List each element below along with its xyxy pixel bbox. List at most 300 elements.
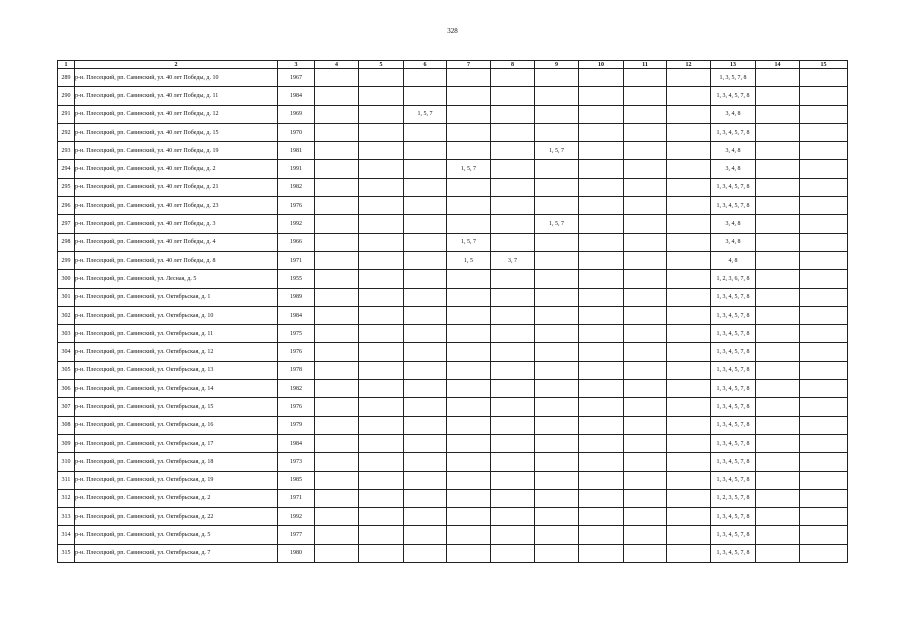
address-cell: р-н. Плесецкий, рп. Савинский, ул. Октябрьская, д. 14 — [75, 380, 278, 398]
value-cell-col-6 — [404, 178, 447, 196]
value-cell-col-7 — [447, 123, 491, 141]
value-cell-col-11 — [624, 306, 667, 324]
value-cell-col-7 — [447, 306, 491, 324]
value-cell-col-4 — [315, 453, 359, 471]
value-cell-col-10 — [579, 508, 624, 526]
value-cell-col-11 — [624, 87, 667, 105]
value-cell-col-15 — [800, 123, 848, 141]
value-cell-col-15 — [800, 306, 848, 324]
value-cell-col-7 — [447, 288, 491, 306]
table-row — [58, 87, 848, 105]
row-number: 304 — [58, 343, 75, 361]
row-number: 311 — [58, 471, 75, 489]
value-cell-col-5 — [359, 453, 404, 471]
value-cell-col-12 — [667, 380, 711, 398]
table-row — [58, 178, 848, 196]
value-cell-col-10 — [579, 398, 624, 416]
value-cell-col-15 — [800, 288, 848, 306]
value-cell-col-15 — [800, 508, 848, 526]
value-cell-col-4 — [315, 489, 359, 507]
value-cell-col-9: 1, 5, 7 — [535, 142, 579, 160]
value-cell-col-8 — [491, 288, 535, 306]
value-cell-col-4 — [315, 270, 359, 288]
value-cell-col-13: 1, 2, 3, 6, 7, 8 — [711, 270, 756, 288]
value-cell-col-6 — [404, 251, 447, 269]
value-cell-col-7 — [447, 489, 491, 507]
value-cell-col-7 — [447, 215, 491, 233]
column-header-6: 6 — [404, 61, 447, 69]
value-cell-col-14 — [756, 215, 800, 233]
column-header-8: 8 — [491, 61, 535, 69]
value-cell-col-11 — [624, 233, 667, 251]
value-cell-col-6 — [404, 416, 447, 434]
row-number: 305 — [58, 361, 75, 379]
value-cell-col-8 — [491, 105, 535, 123]
value-cell-col-9 — [535, 361, 579, 379]
value-cell-col-10 — [579, 251, 624, 269]
value-cell-col-6 — [404, 87, 447, 105]
value-cell-col-4 — [315, 380, 359, 398]
value-cell-col-13: 1, 3, 5, 7, 8 — [711, 69, 756, 87]
value-cell-col-10 — [579, 325, 624, 343]
value-cell-col-6 — [404, 489, 447, 507]
value-cell-col-14 — [756, 69, 800, 87]
table-row — [58, 105, 848, 123]
value-cell-col-15 — [800, 544, 848, 562]
value-cell-col-9 — [535, 471, 579, 489]
table-row — [58, 123, 848, 141]
value-cell-col-15 — [800, 453, 848, 471]
value-cell-col-10 — [579, 544, 624, 562]
value-cell-col-10 — [579, 453, 624, 471]
value-cell-col-5 — [359, 270, 404, 288]
column-header-10: 10 — [579, 61, 624, 69]
table-row — [58, 233, 848, 251]
value-cell-col-10 — [579, 489, 624, 507]
value-cell-col-11 — [624, 123, 667, 141]
table-row — [58, 416, 848, 434]
value-cell-col-11 — [624, 105, 667, 123]
value-cell-col-13: 3, 4, 8 — [711, 105, 756, 123]
value-cell-col-14 — [756, 453, 800, 471]
value-cell-col-15 — [800, 380, 848, 398]
value-cell-col-9 — [535, 544, 579, 562]
row-number: 293 — [58, 142, 75, 160]
table-row — [58, 343, 848, 361]
value-cell-col-5 — [359, 325, 404, 343]
year-cell: 1971 — [278, 251, 315, 269]
value-cell-col-12 — [667, 178, 711, 196]
year-cell: 1984 — [278, 87, 315, 105]
value-cell-col-15 — [800, 325, 848, 343]
value-cell-col-12 — [667, 123, 711, 141]
value-cell-col-5 — [359, 434, 404, 452]
value-cell-col-12 — [667, 87, 711, 105]
value-cell-col-7 — [447, 325, 491, 343]
value-cell-col-7: 1, 5 — [447, 251, 491, 269]
column-header-1: 1 — [58, 61, 75, 69]
table-row — [58, 69, 848, 87]
value-cell-col-8 — [491, 123, 535, 141]
year-cell: 1969 — [278, 105, 315, 123]
row-number: 307 — [58, 398, 75, 416]
value-cell-col-5 — [359, 343, 404, 361]
value-cell-col-9 — [535, 197, 579, 215]
value-cell-col-4 — [315, 142, 359, 160]
value-cell-col-8 — [491, 489, 535, 507]
value-cell-col-14 — [756, 142, 800, 160]
value-cell-col-12 — [667, 434, 711, 452]
table-row — [58, 508, 848, 526]
value-cell-col-15 — [800, 69, 848, 87]
table-row — [58, 251, 848, 269]
column-header-9: 9 — [535, 61, 579, 69]
value-cell-col-4 — [315, 416, 359, 434]
value-cell-col-15 — [800, 416, 848, 434]
value-cell-col-6 — [404, 215, 447, 233]
page-number: 328 — [447, 27, 458, 35]
value-cell-col-9 — [535, 160, 579, 178]
value-cell-col-14 — [756, 380, 800, 398]
value-cell-col-4 — [315, 123, 359, 141]
value-cell-col-14 — [756, 416, 800, 434]
value-cell-col-12 — [667, 489, 711, 507]
value-cell-col-11 — [624, 361, 667, 379]
value-cell-col-14 — [756, 270, 800, 288]
value-cell-col-9 — [535, 526, 579, 544]
value-cell-col-11 — [624, 288, 667, 306]
value-cell-col-7 — [447, 142, 491, 160]
value-cell-col-11 — [624, 434, 667, 452]
row-number: 295 — [58, 178, 75, 196]
value-cell-col-12 — [667, 105, 711, 123]
value-cell-col-9 — [535, 123, 579, 141]
table-row — [58, 215, 848, 233]
value-cell-col-11 — [624, 197, 667, 215]
value-cell-col-7 — [447, 526, 491, 544]
year-cell: 1976 — [278, 398, 315, 416]
value-cell-col-8 — [491, 434, 535, 452]
value-cell-col-12 — [667, 251, 711, 269]
value-cell-col-11 — [624, 416, 667, 434]
year-cell: 1991 — [278, 160, 315, 178]
year-cell: 1967 — [278, 69, 315, 87]
table-body — [58, 69, 848, 563]
value-cell-col-7: 1, 5, 7 — [447, 233, 491, 251]
value-cell-col-5 — [359, 142, 404, 160]
value-cell-col-5 — [359, 288, 404, 306]
value-cell-col-14 — [756, 471, 800, 489]
value-cell-col-11 — [624, 489, 667, 507]
value-cell-col-4 — [315, 215, 359, 233]
value-cell-col-8 — [491, 325, 535, 343]
year-cell: 1979 — [278, 416, 315, 434]
value-cell-col-4 — [315, 160, 359, 178]
value-cell-col-5 — [359, 306, 404, 324]
value-cell-col-5 — [359, 361, 404, 379]
value-cell-col-6 — [404, 142, 447, 160]
value-cell-col-14 — [756, 526, 800, 544]
value-cell-col-15 — [800, 270, 848, 288]
year-cell: 1973 — [278, 453, 315, 471]
value-cell-col-8 — [491, 270, 535, 288]
year-cell: 1982 — [278, 380, 315, 398]
value-cell-col-10 — [579, 380, 624, 398]
address-cell: р-н. Плесецкий, рп. Савинский, ул. 40 лет Победы, д. 23 — [75, 197, 278, 215]
value-cell-col-5 — [359, 215, 404, 233]
value-cell-col-14 — [756, 434, 800, 452]
address-cell: р-н. Плесецкий, рп. Савинский, ул. 40 лет Победы, д. 2 — [75, 160, 278, 178]
year-cell: 1976 — [278, 197, 315, 215]
address-cell: р-н. Плесецкий, рп. Савинский, ул. Октябрьская, д. 13 — [75, 361, 278, 379]
row-number: 314 — [58, 526, 75, 544]
value-cell-col-11 — [624, 380, 667, 398]
value-cell-col-8 — [491, 343, 535, 361]
value-cell-col-9 — [535, 453, 579, 471]
header-row — [58, 61, 848, 69]
value-cell-col-9 — [535, 508, 579, 526]
value-cell-col-9 — [535, 233, 579, 251]
value-cell-col-8 — [491, 178, 535, 196]
year-cell: 1984 — [278, 306, 315, 324]
year-cell: 1981 — [278, 142, 315, 160]
column-header-7: 7 — [447, 61, 491, 69]
value-cell-col-8 — [491, 526, 535, 544]
value-cell-col-10 — [579, 160, 624, 178]
value-cell-col-6 — [404, 69, 447, 87]
value-cell-col-15 — [800, 471, 848, 489]
value-cell-col-13: 1, 2, 3, 5, 7, 8 — [711, 489, 756, 507]
address-cell: р-н. Плесецкий, рп. Савинский, ул. 40 лет Победы, д. 11 — [75, 87, 278, 105]
value-cell-col-8: 3, 7 — [491, 251, 535, 269]
address-cell: р-н. Плесецкий, рп. Савинский, ул. Октябрьская, д. 1 — [75, 288, 278, 306]
value-cell-col-6 — [404, 306, 447, 324]
year-cell: 1992 — [278, 215, 315, 233]
address-cell: р-н. Плесецкий, рп. Савинский, ул. Октябрьская, д. 22 — [75, 508, 278, 526]
value-cell-col-5 — [359, 471, 404, 489]
value-cell-col-7 — [447, 69, 491, 87]
value-cell-col-8 — [491, 160, 535, 178]
row-number: 298 — [58, 233, 75, 251]
value-cell-col-7 — [447, 471, 491, 489]
value-cell-col-8 — [491, 197, 535, 215]
address-cell: р-н. Плесецкий, рп. Савинский, ул. Октябрьская, д. 17 — [75, 434, 278, 452]
value-cell-col-12 — [667, 160, 711, 178]
value-cell-col-7 — [447, 398, 491, 416]
value-cell-col-9 — [535, 325, 579, 343]
value-cell-col-15 — [800, 526, 848, 544]
value-cell-col-4 — [315, 69, 359, 87]
year-cell: 1984 — [278, 434, 315, 452]
value-cell-col-5 — [359, 233, 404, 251]
value-cell-col-12 — [667, 343, 711, 361]
value-cell-col-6 — [404, 471, 447, 489]
table-row — [58, 288, 848, 306]
row-number: 310 — [58, 453, 75, 471]
value-cell-col-8 — [491, 508, 535, 526]
value-cell-col-11 — [624, 178, 667, 196]
address-cell: р-н. Плесецкий, рп. Савинский, ул. Октябрьская, д. 19 — [75, 471, 278, 489]
address-cell: р-н. Плесецкий, рп. Савинский, ул. 40 лет Победы, д. 10 — [75, 69, 278, 87]
year-cell: 1992 — [278, 508, 315, 526]
value-cell-col-10 — [579, 178, 624, 196]
value-cell-col-7 — [447, 343, 491, 361]
value-cell-col-12 — [667, 306, 711, 324]
address-cell: р-н. Плесецкий, рп. Савинский, ул. Октябрьская, д. 5 — [75, 526, 278, 544]
table-row — [58, 197, 848, 215]
value-cell-col-7 — [447, 178, 491, 196]
value-cell-col-6 — [404, 380, 447, 398]
table-row — [58, 544, 848, 562]
row-number: 312 — [58, 489, 75, 507]
value-cell-col-8 — [491, 544, 535, 562]
row-number: 289 — [58, 69, 75, 87]
value-cell-col-4 — [315, 398, 359, 416]
value-cell-col-10 — [579, 361, 624, 379]
value-cell-col-14 — [756, 325, 800, 343]
value-cell-col-6 — [404, 270, 447, 288]
value-cell-col-7 — [447, 197, 491, 215]
value-cell-col-8 — [491, 416, 535, 434]
value-cell-col-4 — [315, 233, 359, 251]
value-cell-col-13: 1, 3, 4, 5, 7, 8 — [711, 306, 756, 324]
value-cell-col-14 — [756, 508, 800, 526]
value-cell-col-4 — [315, 434, 359, 452]
row-number: 292 — [58, 123, 75, 141]
value-cell-col-9 — [535, 87, 579, 105]
value-cell-col-12 — [667, 233, 711, 251]
value-cell-col-13: 1, 3, 4, 5, 7, 8 — [711, 453, 756, 471]
value-cell-col-9 — [535, 270, 579, 288]
year-cell: 1975 — [278, 325, 315, 343]
address-cell: р-н. Плесецкий, рп. Савинский, ул. Октябрьская, д. 11 — [75, 325, 278, 343]
value-cell-col-12 — [667, 526, 711, 544]
value-cell-col-15 — [800, 361, 848, 379]
value-cell-col-13: 1, 3, 4, 5, 7, 8 — [711, 343, 756, 361]
value-cell-col-10 — [579, 343, 624, 361]
value-cell-col-12 — [667, 142, 711, 160]
value-cell-col-10 — [579, 416, 624, 434]
table-row — [58, 453, 848, 471]
value-cell-col-6 — [404, 453, 447, 471]
value-cell-col-12 — [667, 270, 711, 288]
value-cell-col-11 — [624, 471, 667, 489]
value-cell-col-5 — [359, 489, 404, 507]
value-cell-col-9 — [535, 69, 579, 87]
row-number: 309 — [58, 434, 75, 452]
value-cell-col-6 — [404, 398, 447, 416]
address-cell: р-н. Плесецкий, рп. Савинский, ул. 40 лет Победы, д. 3 — [75, 215, 278, 233]
value-cell-col-4 — [315, 197, 359, 215]
value-cell-col-9 — [535, 380, 579, 398]
value-cell-col-13: 3, 4, 8 — [711, 160, 756, 178]
value-cell-col-9 — [535, 489, 579, 507]
year-cell: 1955 — [278, 270, 315, 288]
row-number: 297 — [58, 215, 75, 233]
value-cell-col-7 — [447, 508, 491, 526]
value-cell-col-11 — [624, 526, 667, 544]
value-cell-col-13: 3, 4, 8 — [711, 142, 756, 160]
value-cell-col-4 — [315, 544, 359, 562]
value-cell-col-15 — [800, 489, 848, 507]
value-cell-col-14 — [756, 544, 800, 562]
year-cell: 1978 — [278, 361, 315, 379]
value-cell-col-10 — [579, 215, 624, 233]
address-cell: р-н. Плесецкий, рп. Савинский, ул. 40 лет Победы, д. 8 — [75, 251, 278, 269]
table-row — [58, 380, 848, 398]
address-cell: р-н. Плесецкий, рп. Савинский, ул. Октябрьская, д. 10 — [75, 306, 278, 324]
value-cell-col-14 — [756, 306, 800, 324]
value-cell-col-11 — [624, 69, 667, 87]
value-cell-col-11 — [624, 160, 667, 178]
year-cell: 1980 — [278, 544, 315, 562]
value-cell-col-6 — [404, 508, 447, 526]
value-cell-col-7 — [447, 361, 491, 379]
value-cell-col-11 — [624, 325, 667, 343]
value-cell-col-4 — [315, 343, 359, 361]
row-number: 290 — [58, 87, 75, 105]
value-cell-col-13: 1, 3, 4, 5, 7, 8 — [711, 178, 756, 196]
value-cell-col-14 — [756, 361, 800, 379]
column-header-12: 12 — [667, 61, 711, 69]
value-cell-col-13: 1, 3, 4, 5, 7, 8 — [711, 288, 756, 306]
value-cell-col-5 — [359, 160, 404, 178]
value-cell-col-14 — [756, 288, 800, 306]
year-cell: 1977 — [278, 526, 315, 544]
address-cell: р-н. Плесецкий, рп. Савинский, ул. Октябрьская, д. 15 — [75, 398, 278, 416]
value-cell-col-12 — [667, 471, 711, 489]
value-cell-col-8 — [491, 471, 535, 489]
table-row — [58, 434, 848, 452]
value-cell-col-8 — [491, 233, 535, 251]
address-cell: р-н. Плесецкий, рп. Савинский, ул. Октябрьская, д. 12 — [75, 343, 278, 361]
value-cell-col-8 — [491, 306, 535, 324]
row-number: 308 — [58, 416, 75, 434]
value-cell-col-10 — [579, 434, 624, 452]
value-cell-col-6 — [404, 233, 447, 251]
address-cell: р-н. Плесецкий, рп. Савинский, ул. Октябрьская, д. 7 — [75, 544, 278, 562]
value-cell-col-15 — [800, 87, 848, 105]
value-cell-col-10 — [579, 87, 624, 105]
value-cell-col-7 — [447, 105, 491, 123]
row-number: 302 — [58, 306, 75, 324]
value-cell-col-11 — [624, 453, 667, 471]
value-cell-col-13: 1, 3, 4, 5, 7, 8 — [711, 197, 756, 215]
value-cell-col-5 — [359, 508, 404, 526]
value-cell-col-13: 1, 3, 4, 5, 7, 8 — [711, 544, 756, 562]
address-cell: р-н. Плесецкий, рп. Савинский, ул. 40 лет Победы, д. 12 — [75, 105, 278, 123]
value-cell-col-9 — [535, 343, 579, 361]
value-cell-col-14 — [756, 123, 800, 141]
value-cell-col-14 — [756, 251, 800, 269]
value-cell-col-10 — [579, 270, 624, 288]
value-cell-col-13: 1, 3, 4, 5, 7, 8 — [711, 398, 756, 416]
value-cell-col-7 — [447, 270, 491, 288]
value-cell-col-7 — [447, 380, 491, 398]
address-cell: р-н. Плесецкий, рп. Савинский, ул. Октябрьская, д. 16 — [75, 416, 278, 434]
value-cell-col-10 — [579, 142, 624, 160]
register-table — [57, 60, 848, 563]
table-row — [58, 160, 848, 178]
value-cell-col-4 — [315, 361, 359, 379]
value-cell-col-13: 3, 4, 8 — [711, 215, 756, 233]
value-cell-col-9 — [535, 288, 579, 306]
value-cell-col-9 — [535, 178, 579, 196]
value-cell-col-11 — [624, 270, 667, 288]
value-cell-col-10 — [579, 233, 624, 251]
address-cell: р-н. Плесецкий, рп. Савинский, ул. 40 лет Победы, д. 19 — [75, 142, 278, 160]
table-row — [58, 306, 848, 324]
